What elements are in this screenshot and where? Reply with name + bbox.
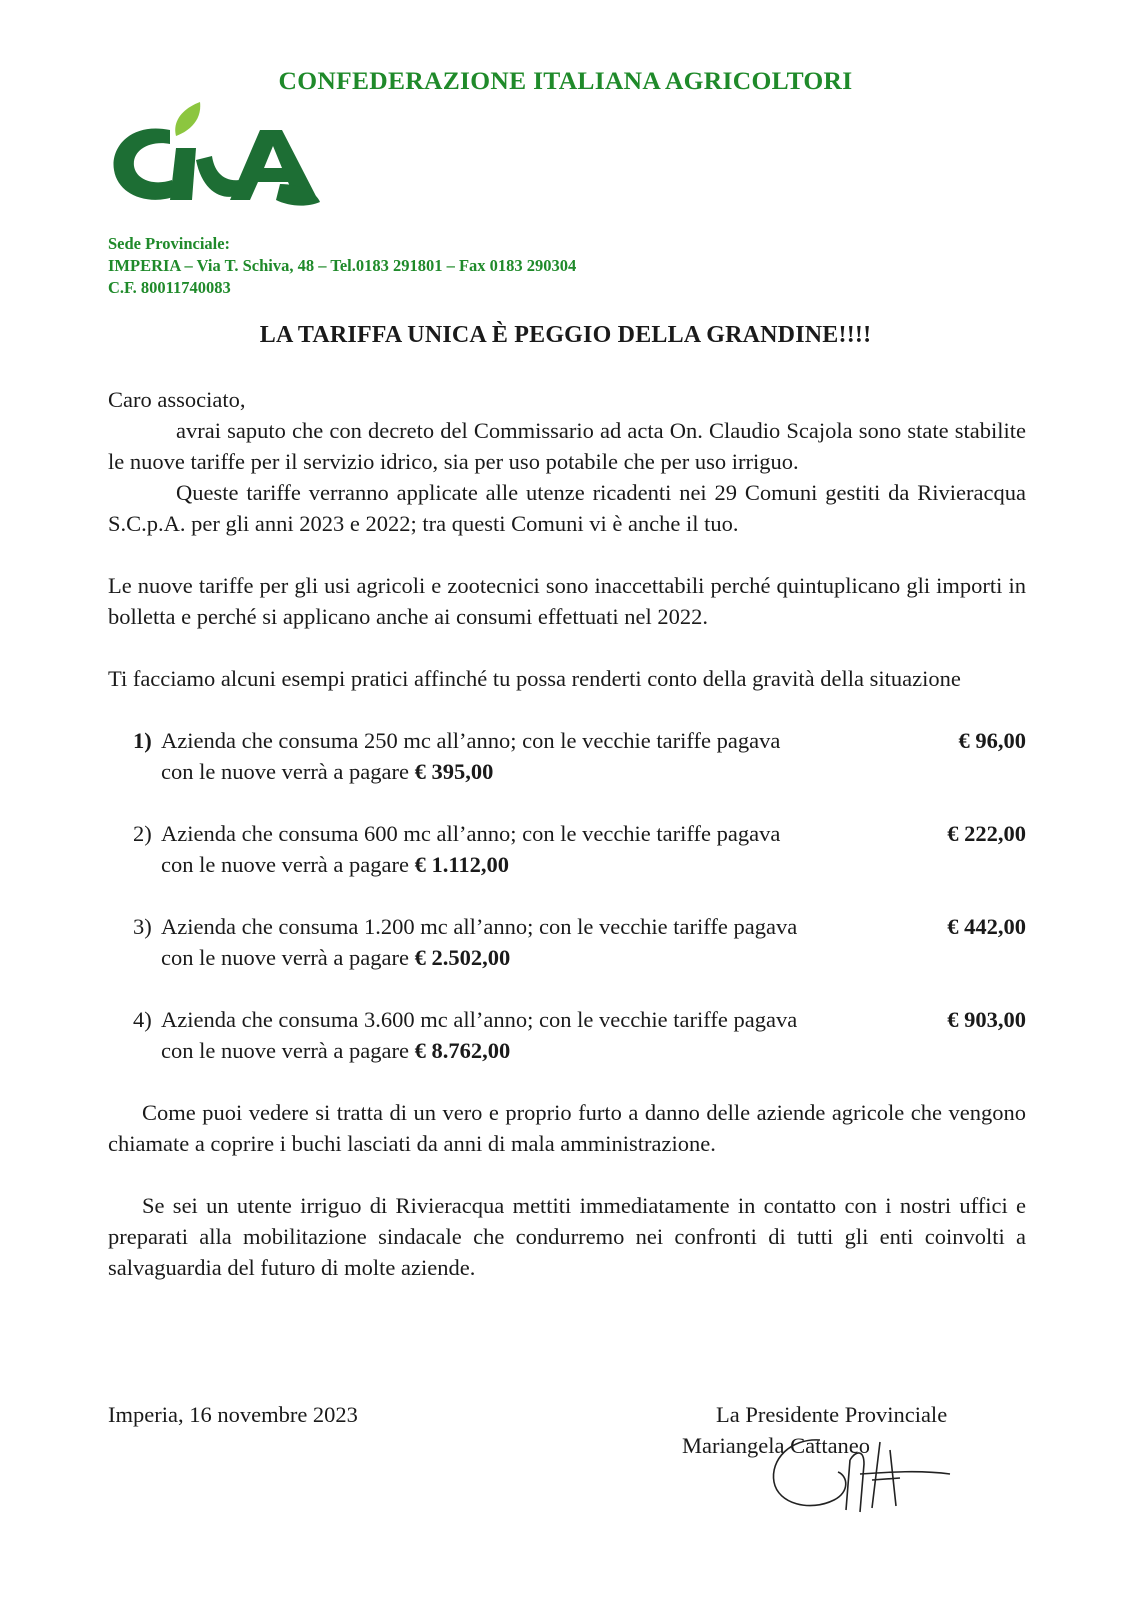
headline: LA TARIFFA UNICA È PEGGIO DELLA GRANDINE!!!! (259, 322, 872, 348)
example-text: Azienda che consuma 1.200 mc all’anno; con le vecchie tariffe pagava (161, 914, 798, 939)
example-new-amount: € 8.762,00 (414, 1038, 511, 1063)
list-item (133, 725, 1026, 787)
cia-logo (110, 100, 322, 212)
organization-title: CONFEDERAZIONE ITALIANA AGRICOLTORI (278, 66, 853, 95)
list-item (133, 1004, 1026, 1066)
examples-list (108, 725, 1026, 1066)
letter-date: Imperia, 16 novembre 2023 (108, 1402, 358, 1427)
address-block (108, 233, 576, 299)
signer-name: Mariangela Cattaneo (682, 1433, 871, 1458)
example-new-text: con le nuove verrà a pagare (161, 1038, 409, 1063)
example-new-text: con le nuove verrà a pagare (161, 852, 409, 877)
paragraph-4: Ti facciamo alcuni esempi pratici affinché tu possa renderti conto della gravità della situazione (108, 666, 961, 691)
example-new-amount: € 2.502,00 (414, 945, 511, 970)
example-new-text: con le nuove verrà a pagare (161, 945, 409, 970)
example-old-amount: € 903,00 (947, 1007, 1026, 1032)
example-old-amount: € 96,00 (958, 728, 1026, 753)
handwritten-signature (760, 1420, 960, 1530)
example-number: 4) (133, 1007, 152, 1032)
paragraph-1: avrai saputo che con decreto del Commissario ad acta On. Claudio Scajola sono state stabilite le nuove tariffe per il servizio idrico, sia per uso potabile che per uso irriguo. (108, 418, 1026, 474)
example-new-amount: € 1.112,00 (414, 852, 509, 877)
list-item (133, 911, 1026, 973)
example-number: 2) (133, 821, 152, 846)
paragraph-6: Se sei un utente irriguo di Rivieracqua mettiti immediatamente in contatto con i nostri uffici e preparati alla mobilitazione sindacale che condurremo nei confronti di tutti gli enti coinvolti a salvaguardia del futuro di molte aziende. (108, 1193, 1026, 1280)
example-number: 3) (133, 914, 152, 939)
paragraph-2: Queste tariffe verranno applicate alle utenze ricadenti nei 29 Comuni gestiti da Rivieracqua S.C.p.A. per gli anni 2023 e 2022; tra questi Comuni vi è anche il tuo. (108, 480, 1026, 536)
example-text: Azienda che consuma 3.600 mc all’anno; con le vecchie tariffe pagava (161, 1007, 798, 1032)
example-old-amount: € 442,00 (947, 914, 1026, 939)
example-text: Azienda che consuma 250 mc all’anno; con le vecchie tariffe pagava (161, 728, 781, 753)
example-new-text: con le nuove verrà a pagare (161, 759, 409, 784)
address-label: Sede Provinciale: (108, 234, 231, 253)
example-number: 1) (133, 728, 152, 753)
salutation: Caro associato, (108, 387, 246, 412)
example-old-amount: € 222,00 (947, 821, 1026, 846)
example-new-amount: € 395,00 (414, 759, 494, 784)
address-line: IMPERIA – Via T. Schiva, 48 – Tel.0183 291801 – Fax 0183 290304 (108, 256, 577, 275)
signer-role: La Presidente Provinciale (716, 1402, 948, 1427)
letter-body (108, 384, 1026, 1283)
fiscal-code: C.F. 80011740083 (108, 278, 231, 297)
example-text: Azienda che consuma 600 mc all’anno; con le vecchie tariffe pagava (161, 821, 781, 846)
paragraph-5: Come puoi vedere si tratta di un vero e proprio furto a danno delle aziende agricole che vengono chiamate a coprire i buchi lasciati da anni di mala amministrazione. (108, 1100, 1026, 1156)
paragraph-3: Le nuove tariffe per gli usi agricoli e zootecnici sono inaccettabili perché quintuplicano gli importi in bolletta e perché si applicano anche ai consumi effettuati nel 2022. (108, 573, 1026, 629)
list-item (133, 818, 1026, 880)
